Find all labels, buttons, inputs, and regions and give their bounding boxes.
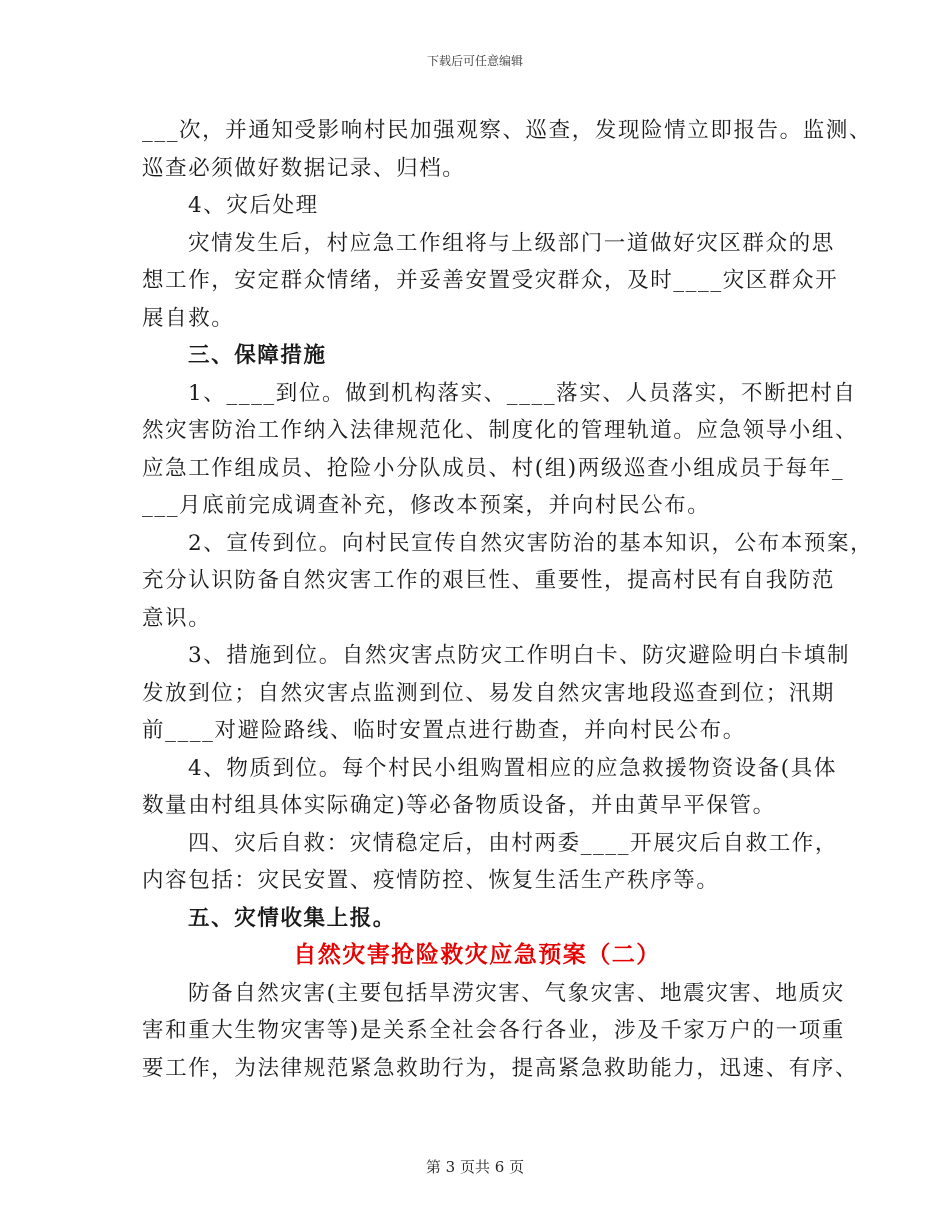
page-footer: 第 3 页共 6 页 bbox=[425, 1158, 525, 1176]
line-19: 四、灾后自救：灾情稳定后，由村两委____开展灾后自救工作， bbox=[188, 830, 839, 856]
line-14: 3、措施到位。自然灾害点防灾工作明白卡、防灾避险明白卡填制 bbox=[188, 643, 851, 668]
line-9: 应急工作组成员、抢险小分队成员、村(组)两级巡查小组成员于每年_ bbox=[142, 455, 845, 481]
line-11: 2、宣传到位。向村民宣传自然灾害防治的基本知识，公布本预案， bbox=[188, 530, 874, 556]
line2-1: 害和重大生物灾害等)是关系全社会各行各业，涉及千家万户的一项重 bbox=[142, 1018, 845, 1043]
page-header: 下载后可任意编辑 bbox=[426, 54, 523, 68]
line-10: ___月底前完成调查补充，修改本预案，并向村民公布。 bbox=[142, 493, 711, 518]
section-title: 自然灾害抢险救灾应急预案（二） bbox=[293, 942, 661, 968]
section-heading-5: 五、灾情收集上报。 bbox=[188, 905, 396, 931]
line-15: 发放到位；自然灾害点监测到位、易发自然灾害地段巡查到位；汛期 bbox=[142, 680, 836, 706]
line-2: 4、灾后处理 bbox=[188, 193, 319, 218]
line-5: 展自救。 bbox=[142, 305, 235, 331]
line-7: 1、____到位。做到机构落实、____落实、人员落实，不断把村自 bbox=[188, 380, 857, 406]
line-8: 然灾害防治工作纳入法律规范化、制度化的管理轨道。应急领导小组、 bbox=[142, 418, 859, 443]
line-0: ___次，并通知受影响村民加强观察、巡查，发现险情立即报告。监测、 bbox=[142, 118, 873, 143]
line-20: 内容包括：灾民安置、疫情防控、恢复生活生产秩序等。 bbox=[142, 868, 720, 893]
section-heading-3: 三、保障措施 bbox=[188, 343, 327, 368]
line-17: 4、物质到位。每个村民小组购置相应的应急救援物资设备(具体 bbox=[188, 755, 837, 781]
line-13: 意识。 bbox=[142, 605, 212, 631]
line-4: 想工作，安定群众情绪，并妥善安置受灾群众，及时____灾区群众开 bbox=[142, 268, 839, 293]
document-body bbox=[142, 112, 874, 1087]
line2-2: 要工作，为法律规范紧急救助行为，提高紧急救助能力，迅速、有序、 bbox=[142, 1055, 859, 1081]
line-1: 巡查必须做好数据记录、归档。 bbox=[142, 155, 466, 181]
line2-0: 防备自然灾害(主要包括旱涝灾害、气象灾害、地震灾害、地质灾 bbox=[188, 980, 845, 1006]
line-12: 充分认识防备自然灾害工作的艰巨性、重要性，提高村民有自我防范 bbox=[142, 568, 836, 593]
line-16: 前____对避险路线、临时安置点进行勘查，并向村民公布。 bbox=[142, 718, 746, 743]
line-18: 数量由村组具体实际确定)等必备物质设备，并由黄早平保管。 bbox=[142, 793, 776, 818]
line-3: 灾情发生后，村应急工作组将与上级部门一道做好灾区群众的思 bbox=[188, 230, 835, 256]
